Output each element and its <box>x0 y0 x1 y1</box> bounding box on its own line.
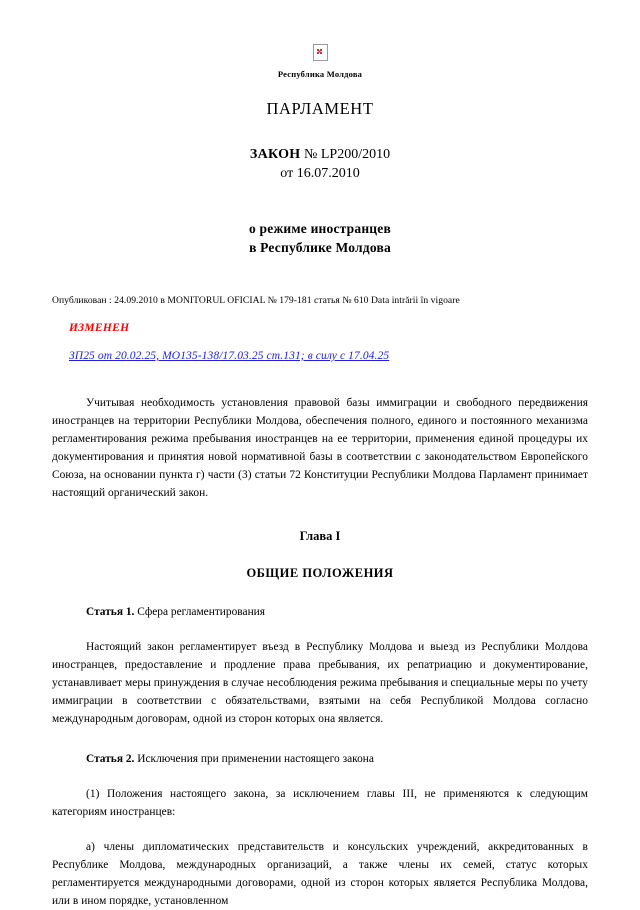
publication-info: Опубликован : 24.09.2010 в MONITORUL OFICIAL № 179-181 статья № 610 Data intrării în vigoare <box>52 294 460 306</box>
document-title-line-2: в Республике Молдова <box>249 240 391 256</box>
emblem-container <box>52 0 588 61</box>
article-2-title: Исключения при применении настоящего закона <box>137 752 374 765</box>
amendment-link[interactable]: ЗП25 от 20.02.25, МО135-138/17.03.25 ст.131; в силу с 17.04.25 <box>69 349 390 362</box>
law-label: ЗАКОН <box>249 147 301 163</box>
article-1-title: Сфера регламентирования <box>137 605 266 618</box>
document-title <box>52 219 588 258</box>
broken-image-icon <box>313 44 328 61</box>
article-2-paragraph-1: (1) Положения настоящего закона, за исключением главы III, не применяются к следующим категориям иностранцев: <box>52 787 588 818</box>
document-title-line-1: о режиме иностранцев <box>249 220 391 236</box>
emblem-caption: Республика Молдова <box>277 69 363 79</box>
article-2-label: Статья 2. <box>86 752 135 765</box>
preamble-paragraph: Учитывая необходимость установления правовой базы иммиграции и свободного передвижения иностранцев на территории Республики Молдова, обеспечения полного, единого и постоянного механизма регламентирования режима пребывания иностранцев на ее территории, применения единой процедуры их документирования и принятия новой нормативной базы в соответствии с законодательством Европейского Союза, на основании пункта г) части (3) статьи 72 Конституции Республики Молдова Парламент принимает настоящий органический закон. <box>52 396 588 499</box>
chapter-number: Глава I <box>299 528 341 543</box>
law-number: № LP200/2010 <box>304 147 391 163</box>
chapter-title: ОБЩИЕ ПОЛОЖЕНИЯ <box>246 565 394 580</box>
article-2-item-a: a) члены дипломатических представительств и консульских учреждений, аккредитованных в Республике Молдова, международных организаций, а также члены их семей, статус которых регламентируется международными договорами, одной из сторон которых является Республика Молдова, или в ином порядке, установленном <box>52 840 588 907</box>
article-1-label: Статья 1. <box>86 605 135 618</box>
law-number-line <box>52 147 588 163</box>
article-2-heading <box>52 752 588 768</box>
page-title: ПАРЛАМЕНТ <box>266 99 374 119</box>
law-date: от 16.07.2010 <box>280 166 360 182</box>
article-1-text: Настоящий закон регламентирует въезд в Республику Молдова и выезд из Республики Молдова иностранцев, предоставление и продление права пребывания, их репатриацию и документирование, устанавливает меры принуждения в случае несоблюдения режима пребывания и специальные меры по учету иммиграции в соответствии с обязательствами, взятыми на себя Республикой Молдова согласно международным договорам, одной из сторон которых она является. <box>52 640 588 725</box>
article-1-heading <box>52 605 588 621</box>
amendment-status-badge: ИЗМЕНЕН <box>69 322 130 335</box>
